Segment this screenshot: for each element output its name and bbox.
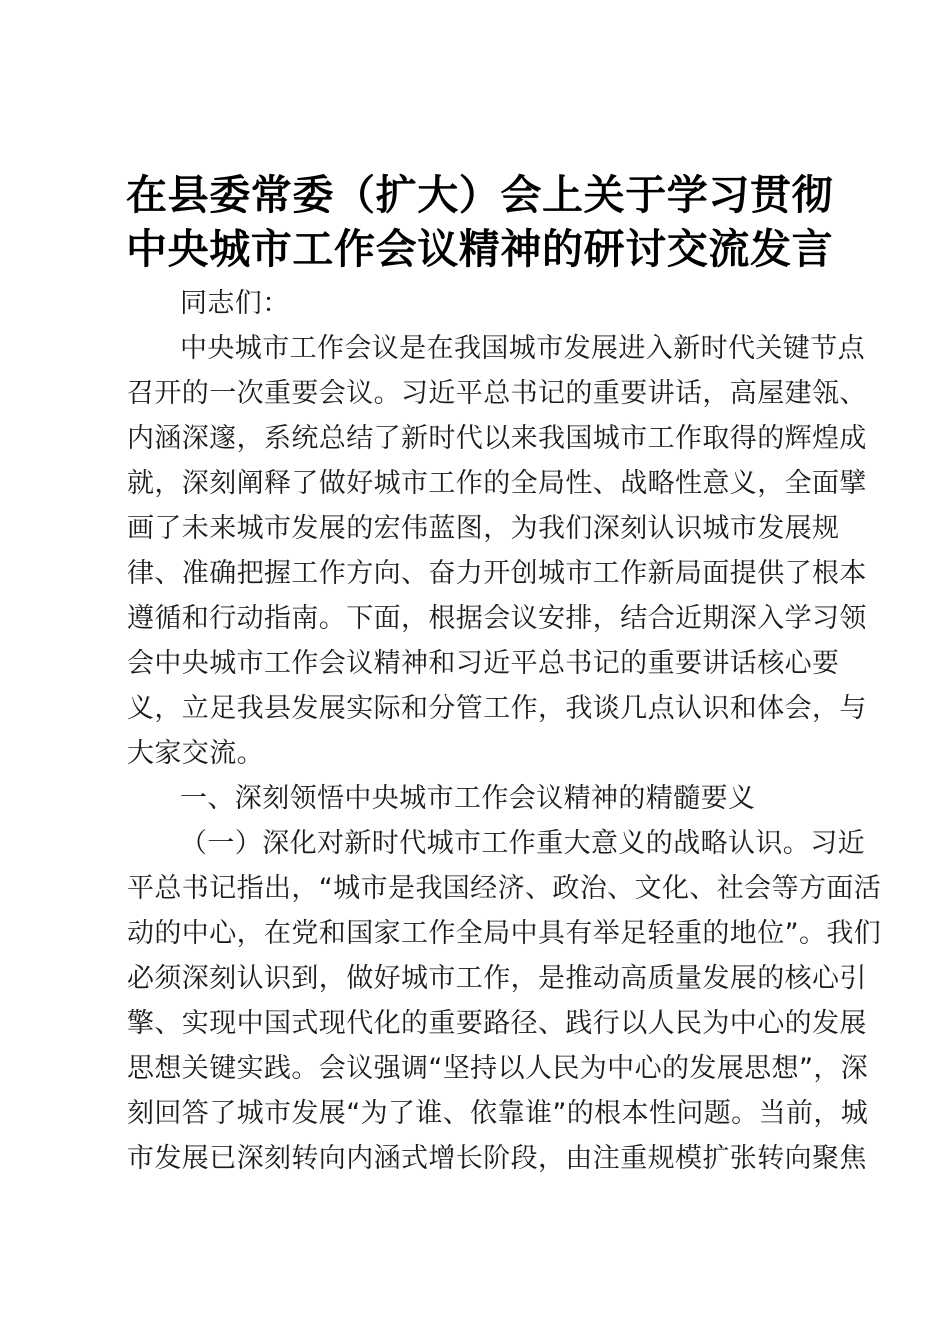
title-line-2: 中央城市工作会议精神的研讨交流发言 — [126, 225, 834, 273]
paragraph-line: 市发展已深刻转向内涵式增长阶段，由注重规模扩张转向聚焦 — [127, 1143, 867, 1174]
paragraph-line: 动的中心，在党和国家工作全局中具有举足轻重的地位”。我们 — [127, 918, 882, 949]
paragraph-line: 平总书记指出，“城市是我国经济、政治、文化、社会等方面活 — [127, 873, 882, 904]
paragraph-line: 会中央城市工作会议精神和习近平总书记的重要讲话核心要 — [127, 648, 840, 679]
title-line-1: 在县委常委（扩大）会上关于学习贯彻 — [126, 171, 834, 219]
paragraph-line: 大家交流。 — [127, 738, 264, 769]
paragraph-line: 必须深刻认识到，做好城市工作，是推动高质量发展的核心引 — [127, 963, 867, 994]
section-heading: 一、深刻领悟中央城市工作会议精神的精髓要义 — [180, 783, 756, 814]
paragraph-line: 律、准确把握工作方向、奋力开创城市工作新局面提供了根本 — [127, 558, 867, 589]
paragraph-line: 擎、实现中国式现代化的重要路径、践行以人民为中心的发展 — [127, 1008, 867, 1039]
paragraph-line: 内涵深邃，系统总结了新时代以来我国城市工作取得的辉煌成 — [127, 423, 867, 454]
paragraph-line: 召开的一次重要会议。习近平总书记的重要讲话，高屋建瓴、 — [127, 378, 867, 409]
paragraph-line: 就，深刻阐释了做好城市工作的全局性、战略性意义，全面擘 — [127, 468, 867, 499]
paragraph-line: （一）深化对新时代城市工作重大意义的战略认识。习近 — [180, 828, 865, 859]
paragraph-line: 画了未来城市发展的宏伟蓝图，为我们深刻认识城市发展规 — [127, 513, 840, 544]
paragraph-line: 思想关键实践。会议强调“坚持以人民为中心的发展思想”，深 — [127, 1053, 869, 1084]
paragraph-line: 义，立足我县发展实际和分管工作，我谈几点认识和体会，与 — [127, 693, 867, 724]
paragraph-line: 遵循和行动指南。下面，根据会议安排，结合近期深入学习领 — [127, 603, 867, 634]
paragraph-line: 刻回答了城市发展“为了谁、依靠谁”的根本性问题。当前，城 — [127, 1098, 869, 1129]
salutation: 同志们： — [180, 288, 290, 319]
document-body — [127, 281, 882, 1181]
document-title — [126, 168, 836, 276]
paragraph-line: 中央城市工作会议是在我国城市发展进入新时代关键节点 — [180, 333, 865, 364]
